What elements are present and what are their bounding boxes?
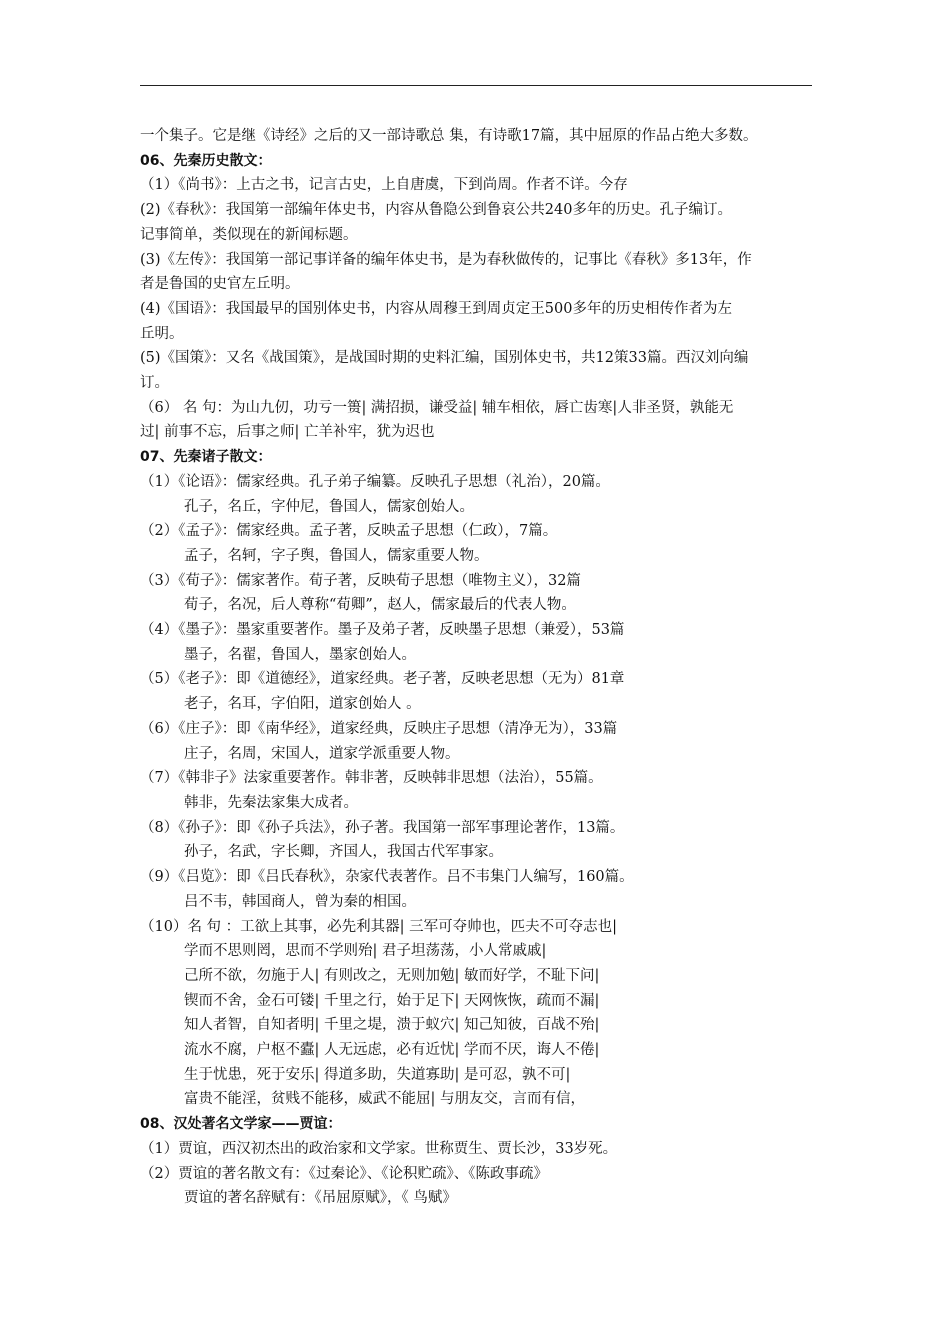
section-heading: 06、先秦历史散文：: [140, 152, 272, 169]
text-line: (5)《国策》：又名《战国策》，是战国时期的史料汇编，国别体史书，共12策33篇。西汉刘向编: [140, 350, 749, 367]
text-line: 韩非，先秦法家集大成者。: [184, 794, 358, 811]
text-line: (2)《春秋》：我国第一部编年体史书，内容从鲁隐公到鲁哀公共240多年的历史。孔子编订。: [140, 202, 732, 219]
text-line: （1）《尚书》：上古之书，记言古史，上自唐虞，下到尚周。作者不详。今存: [140, 177, 628, 194]
text-line: 荀子，名况，后人尊称“荀卿”，赵人，儒家最后的代表人物。: [184, 597, 576, 614]
text-line: （8）《孙子》：即《孙子兵法》，孙子著。我国第一部军事理论著作，13篇。: [140, 819, 625, 836]
text-line: 墨子，名翟，鲁国人，墨家创始人。: [184, 646, 416, 663]
text-line: 流水不腐，户枢不蠹| 人无远虑，必有近忧| 学而不厌，诲人不倦|: [184, 1042, 600, 1059]
text-line: （7）《韩非子》法家重要著作。韩非著，反映韩非思想（法治），55篇。: [140, 770, 603, 787]
text-line: 学而不思则罔，思而不学则殆| 君子坦荡荡，小人常戚戚|: [184, 943, 547, 960]
section-heading: 07、先秦诸子散文：: [140, 449, 272, 466]
text-line: （1）《论语》：儒家经典。孔子弟子编纂。反映孔子思想（礼治），20篇。: [140, 473, 610, 490]
text-line: 生于忧患，死于安乐| 得道多助，失道寡助| 是可忍，孰不可|: [184, 1066, 571, 1083]
text-line: （5）《老子》：即《道德经》，道家经典。老子著，反映老思想（无为）81章: [140, 671, 625, 688]
text-line: 孔子，名丘，字仲尼，鲁国人，儒家创始人。: [184, 498, 474, 515]
text-line: 订。: [140, 375, 169, 392]
text-line: 己所不欲，勿施于人| 有则改之，无则加勉| 敏而好学，不耻下问|: [184, 967, 600, 984]
text-line: 老子，名耳，字伯阳，道家创始人 。: [184, 696, 421, 713]
text-line: 一个集子。它是继《诗经》之后的又一部诗歌总 集，有诗歌17篇，其中屈原的作品占绝大多数。: [140, 128, 758, 144]
text-line: 记事简单，类似现在的新闻标题。: [140, 226, 358, 243]
text-line: （2）《孟子》：儒家经典。孟子著，反映孟子思想（仁政），7篇。: [140, 523, 558, 540]
text-line: （9）《吕览》：即《吕氏春秋》，杂家代表著作。吕不韦集门人编写，160篇。: [140, 869, 634, 886]
document-body: [140, 124, 830, 1211]
text-line: 孙子，名武，字长卿，齐国人，我国古代军事家。: [184, 844, 503, 861]
text-line: 贾谊的著名辞赋有：《吊屈原赋》，《 鸟赋》: [184, 1190, 457, 1207]
header-rule: [140, 85, 812, 86]
section-heading: 08、汉处著名文学家——贾谊：: [140, 1116, 342, 1133]
text-line: （6）《庄子》：即《南华经》，道家经典，反映庄子思想（清净无为），33篇: [140, 720, 618, 737]
text-line: （4）《墨子》：墨家重要著作。墨子及弟子著，反映墨子思想（兼爱），53篇: [140, 622, 625, 639]
text-line: (4)《国语》：我国最早的国别体史书，内容从周穆王到周贞定王500多年的历史相传作者为左: [140, 300, 732, 317]
text-line: 富贵不能淫，贫贱不能移，威武不能屈| 与朋友交，言而有信，: [184, 1091, 585, 1108]
text-line: (3)《左传》：我国第一部记事详备的编年体史书，是为春秋做传的，记事比《春秋》多13年，作: [140, 251, 752, 268]
text-line: 丘明。: [140, 325, 184, 342]
text-line: 孟子，名轲，字子舆，鲁国人，儒家重要人物。: [184, 547, 489, 564]
text-line: （2）贾谊的著名散文有：《过秦论》、《论积贮疏》、《陈政事疏》: [140, 1165, 548, 1182]
text-line: 过| 前事不忘，后事之师| 亡羊补牢，犹为迟也: [140, 424, 435, 441]
text-line: 锲而不舍，金石可镂| 千里之行，始于足下| 天网恢恢，疏而不漏|: [184, 992, 600, 1009]
text-line: 庄子，名周，宋国人，道家学派重要人物。: [184, 745, 460, 762]
text-line: （6） 名 句：为山九仞，功亏一篑| 满招损，谦受益| 辅车相依，唇亡齿寒|人非圣贤，孰能无: [140, 399, 734, 416]
text-line: 吕不韦，韩国商人，曾为秦的相国。: [184, 893, 416, 910]
text-line: （3）《荀子》：儒家著作。荀子著，反映荀子思想（唯物主义），32篇: [140, 572, 581, 589]
text-line: （1）贾谊，西汉初杰出的政治家和文学家。世称贾生、贾长沙，33岁死。: [140, 1140, 618, 1157]
text-line: 者是鲁国的史官左丘明。: [140, 276, 300, 293]
text-line: （10）名 句 ：工欲上其事，必先利其器| 三军可夺帅也，匹夫不可夺志也|: [140, 918, 618, 935]
text-line: 知人者智，自知者明| 千里之堤，溃于蚁穴| 知己知彼，百战不殆|: [184, 1017, 600, 1034]
